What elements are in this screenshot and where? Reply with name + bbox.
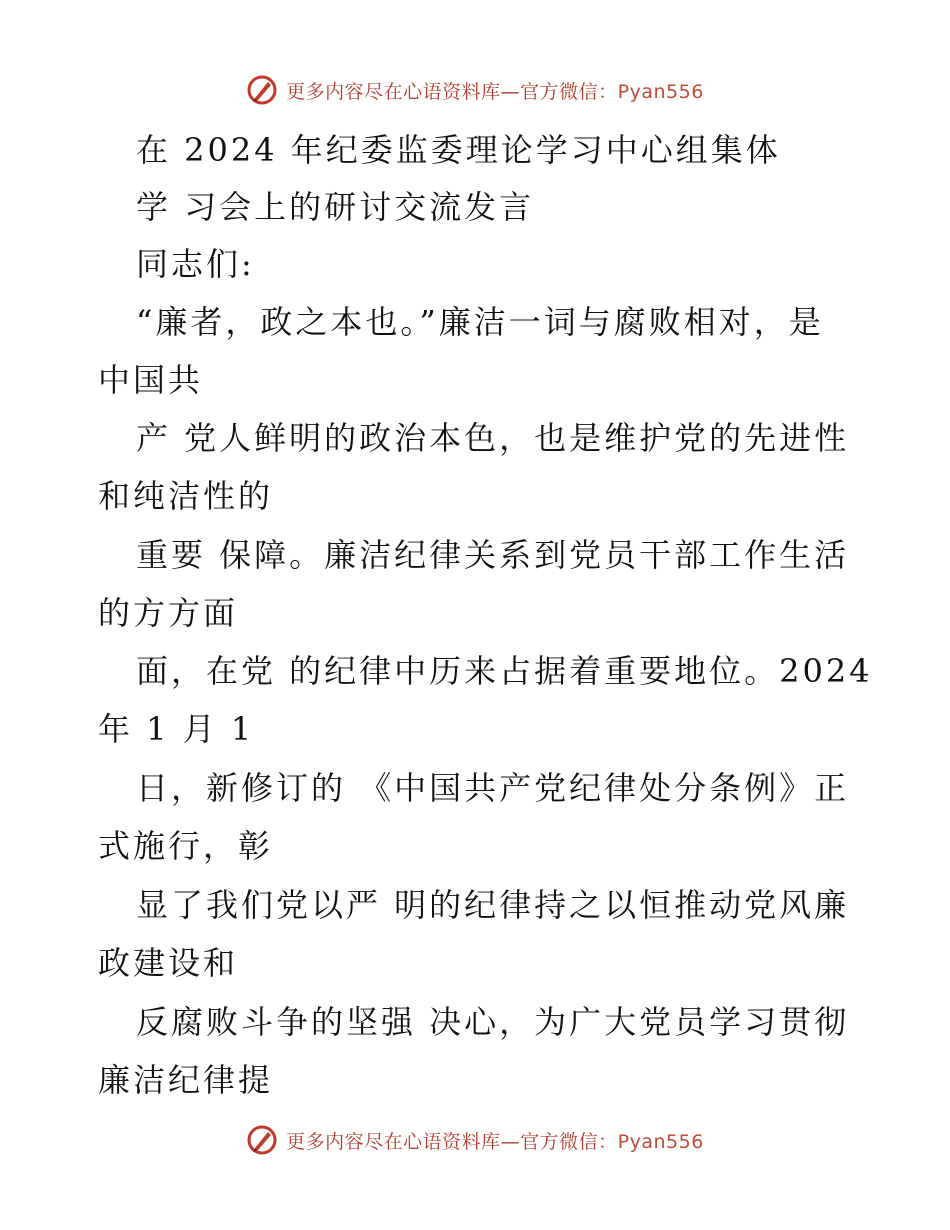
paragraph-line: 中国共 — [98, 361, 204, 399]
watermark-text: 更多内容尽在心语资料库—官方微信：Pyan556 — [286, 80, 704, 103]
salutation: 同志们: — [136, 245, 255, 283]
paragraph-line: 显了我们党以严 明的纪律持之以恒推动党风廉 — [136, 886, 850, 924]
document-title-line-1: 在 2024 年纪委监委理论学习中心组集体 — [136, 131, 781, 169]
watermark-text: 更多内容尽在心语资料库—官方微信：Pyan556 — [286, 1130, 704, 1153]
paragraph-line: 政建设和 — [98, 944, 239, 982]
paragraph-line: “廉者，政之本也。”廉洁一词与腐败相对，是 — [136, 303, 824, 341]
paragraph-line: 日，新修订的 《中国共产党纪律处分条例》正 — [136, 769, 850, 807]
paragraph-line: 反腐败斗争的坚强 决心，为广大党员学习贯彻 — [136, 1003, 850, 1041]
paragraph-line: 廉洁纪律提 — [98, 1061, 274, 1099]
header-watermark — [0, 70, 950, 110]
paragraph-line: 年 1 月 1 — [98, 710, 255, 748]
paragraph-line: 式施行，彰 — [98, 827, 274, 865]
paragraph-line: 的方方面 — [98, 594, 239, 632]
paragraph-line: 重要 保障。廉洁纪律关系到党员干部工作生活 — [136, 536, 850, 574]
pen-logo-icon — [246, 74, 278, 106]
pen-logo-icon — [246, 1124, 278, 1156]
paragraph-line: 面，在党 的纪律中历来占据着重要地位。2024 — [136, 652, 873, 690]
document-title-line-2: 学 习会上的研讨交流发言 — [136, 188, 535, 226]
paragraph-line: 和纯洁性的 — [98, 477, 274, 515]
footer-watermark — [0, 1120, 950, 1160]
paragraph-line: 产 党人鲜明的政治本色，也是维护党的先进性 — [136, 419, 850, 457]
